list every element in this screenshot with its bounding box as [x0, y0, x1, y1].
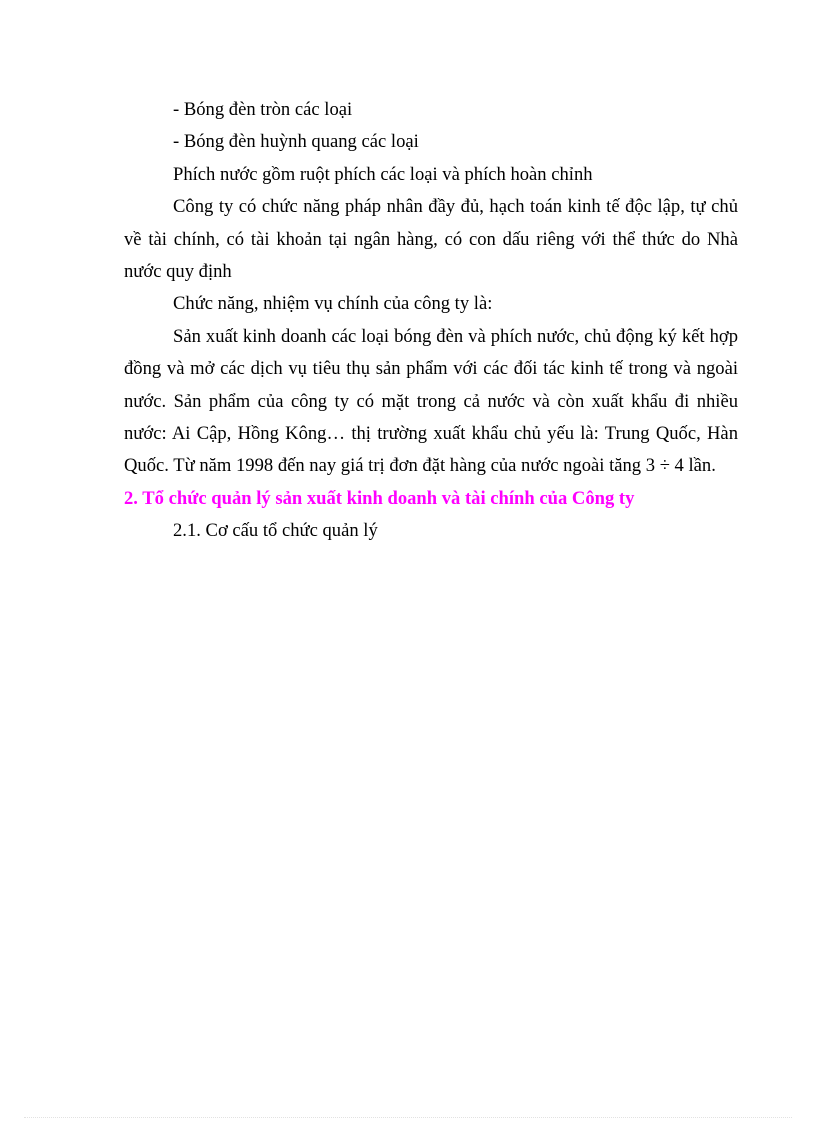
- list-item-round-bulbs: - Bóng đèn tròn các loại: [173, 99, 353, 120]
- paragraph-legal-status: Công ty có chức năng pháp nhân đầy đủ, hạch toán kinh tế độc lập, tự chủ về tài chính, có tài khoản tại ngân hàng, có con dấu riêng với thể thức do Nhà nước quy định: [124, 196, 738, 283]
- document-body: [124, 94, 738, 548]
- subsection-heading: 2.1. Cơ cấu tổ chức quản lý: [173, 520, 378, 542]
- paragraph-functions-intro: Chức năng, nhiệm vụ chính của công ty là:: [173, 293, 493, 315]
- page-bottom-divider: [24, 1117, 792, 1118]
- paragraph-business-activities: Sản xuất kinh doanh các loại bóng đèn và phích nước, chủ động ký kết hợp đồng và mở các dịch vụ tiêu thụ sản phẩm với các đối tác kinh tế trong và ngoài nước. Sản phẩm của công ty có mặt trong cả nước và còn xuất khẩu đi nhiều nước: Ai Cập, Hồng Kông… thị trường xuất khẩu chủ yếu là: Trung Quốc, Hàn Quốc. Từ năm 1998 đến nay giá trị đơn đặt hàng của nước ngoài tăng 3 ÷ 4 lần.: [124, 325, 738, 477]
- paragraph-thermos: Phích nước gồm ruột phích các loại và phích hoàn chỉnh: [173, 163, 593, 185]
- list-item-fluorescent-bulbs: - Bóng đèn huỳnh quang các loại: [173, 131, 419, 153]
- section-heading: 2. Tổ chức quản lý sản xuất kinh doanh và tài chính của Công ty: [124, 487, 635, 509]
